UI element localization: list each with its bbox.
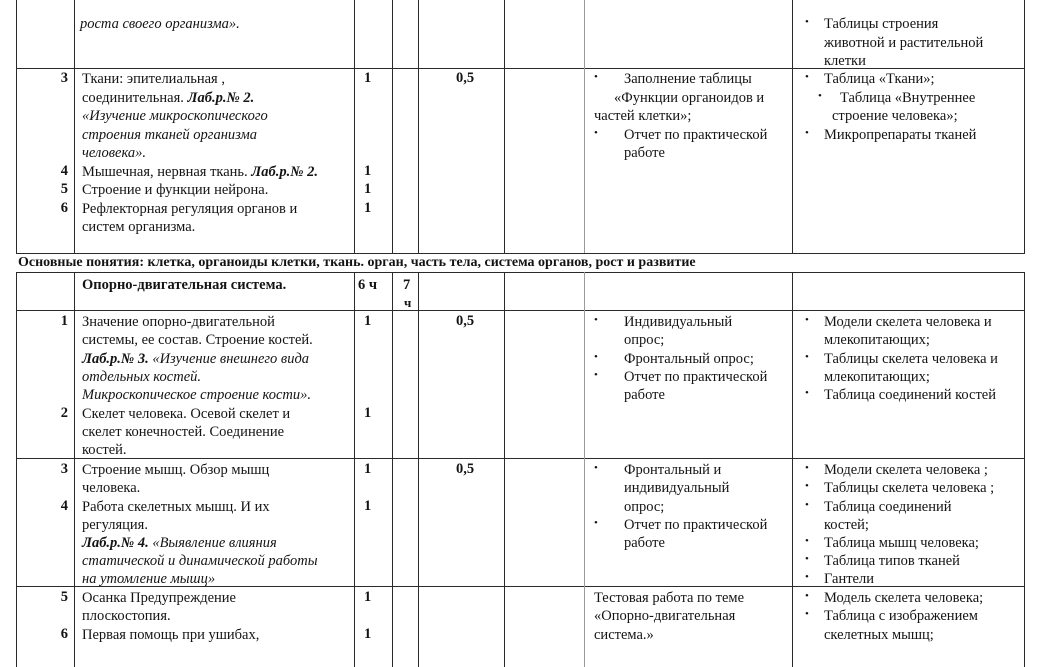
- score-value: 0,5: [456, 461, 475, 477]
- lab-work-title: «Изучение микроскопического: [82, 108, 268, 124]
- resource-item: Гантели: [824, 571, 874, 587]
- section-hours-fact: 7: [403, 277, 411, 293]
- resource-item: Модель скелета человека;: [824, 590, 984, 606]
- activity-item: Фронтальный опрос;: [624, 351, 754, 367]
- bullet-icon: •: [594, 369, 598, 381]
- column-rule: [392, 0, 393, 253]
- lesson-hours: 1: [364, 70, 372, 86]
- activity-item: опрос;: [624, 499, 665, 515]
- column-rule: [1024, 272, 1025, 667]
- activity-item: работе: [624, 535, 665, 551]
- section-title: Опорно-двигательная система.: [82, 277, 287, 293]
- intro-line: роста своего организма».: [80, 16, 240, 32]
- row-rule: [16, 310, 1025, 311]
- lesson-number: 6: [60, 200, 68, 216]
- lesson-topic: Значение опорно-двигательной: [82, 314, 275, 330]
- column-rule: [792, 272, 793, 667]
- row-rule: [16, 458, 1025, 459]
- lesson-topic: Ткани: эпителиальная ,: [82, 71, 225, 87]
- column-rule: [792, 0, 793, 253]
- lesson-hours: 1: [364, 405, 372, 421]
- resource-item: Модели скелета человека ;: [824, 462, 988, 478]
- lesson-topic: соединительная. Лаб.р.№ 2.: [82, 90, 255, 106]
- bullet-icon: •: [818, 90, 822, 102]
- bullet-icon: •: [805, 608, 809, 620]
- resource-item: Таблица мышц человека;: [824, 535, 979, 551]
- bullet-icon: •: [805, 462, 809, 474]
- bullet-icon: •: [805, 571, 809, 583]
- column-rule: [418, 0, 419, 253]
- lesson-topic: Работа скелетных мышц. И их: [82, 499, 270, 515]
- resource-item: Таблица типов тканей: [824, 553, 960, 569]
- activity-item: Индивидуальный: [624, 314, 733, 330]
- resource-item: Таблица соединений костей: [824, 387, 996, 403]
- lesson-number: 3: [60, 70, 68, 86]
- key-concepts-row: Основные понятия: клетка, органоиды клетки, ткань. орган, часть тела, система органов, рост и развитие: [18, 255, 696, 270]
- lab-work-title: «Изучение внешнего вида: [152, 351, 310, 367]
- resource-item: Модели скелета человека и: [824, 314, 992, 330]
- resource-item: млекопитающих;: [824, 332, 930, 348]
- lab-work-label: Лаб.р.№ 4.: [82, 535, 149, 551]
- lesson-topic: человека.: [82, 480, 141, 496]
- bullet-icon: •: [594, 127, 598, 139]
- test-work: Тестовая работа по теме: [594, 590, 745, 606]
- lesson-hours: 1: [364, 313, 372, 329]
- lesson-topic: регуляция.: [82, 517, 148, 533]
- column-rule: [1024, 0, 1025, 253]
- bullet-icon: •: [594, 314, 598, 326]
- lab-work-label: Лаб.р.№ 2.: [251, 164, 318, 180]
- activity-item: индивидуальный: [624, 480, 730, 496]
- bullet-icon: •: [805, 16, 809, 28]
- resource-item: Таблица соединений: [824, 499, 952, 515]
- resource-item: Таблицы скелета человека ;: [824, 480, 995, 496]
- activity-item: опрос;: [624, 332, 665, 348]
- lesson-number: 4: [60, 163, 68, 179]
- bullet-icon: •: [805, 71, 809, 83]
- lesson-hours: 1: [364, 200, 372, 216]
- resource-item: клетки: [824, 53, 866, 69]
- lesson-topic: Осанка Предупреждение: [82, 590, 236, 606]
- lesson-topic: плоскостопия.: [82, 608, 171, 624]
- bullet-icon: •: [805, 480, 809, 492]
- lesson-topic: Строение мышц. Обзор мышц: [82, 462, 270, 478]
- lesson-number: 1: [60, 313, 68, 329]
- resource-item: Таблицы строения: [824, 16, 939, 32]
- column-rule: [74, 0, 75, 253]
- lab-work-label: Лаб.р.№ 3.: [82, 351, 149, 367]
- activity-item: Отчет по практической: [624, 369, 768, 385]
- score-value: 0,5: [456, 70, 475, 86]
- column-rule: [504, 0, 505, 253]
- column-rule: [74, 272, 75, 667]
- lesson-hours: 1: [364, 498, 372, 514]
- lesson-number: 5: [60, 589, 68, 605]
- lab-work-title: человека».: [82, 145, 147, 161]
- lesson-topic: системы, ее состав. Строение костей.: [82, 332, 313, 348]
- activity-item: Фронтальный и: [624, 462, 722, 478]
- lesson-topic: костей.: [82, 442, 127, 458]
- lesson-topic: систем организма.: [82, 219, 196, 235]
- bullet-icon: •: [805, 535, 809, 547]
- bullet-icon: •: [805, 499, 809, 511]
- row-rule: [16, 68, 1025, 69]
- lesson-topic: Мышечная, нервная ткань. Лаб.р.№ 2.: [82, 164, 318, 180]
- lesson-number: 4: [60, 498, 68, 514]
- bullet-icon: •: [594, 462, 598, 474]
- bullet-icon: •: [805, 314, 809, 326]
- column-rule: [392, 272, 393, 667]
- bullet-icon: •: [805, 553, 809, 565]
- lesson-hours: 1: [364, 181, 372, 197]
- lesson-topic: скелет конечностей. Соединение: [82, 424, 285, 440]
- test-work: система.»: [594, 627, 654, 643]
- lesson-topic: Скелет человека. Осевой скелет и: [82, 406, 291, 422]
- column-rule: [418, 272, 419, 667]
- bullet-icon: •: [805, 127, 809, 139]
- column-rule: [16, 272, 17, 667]
- resource-item: Таблица «Внутреннее: [840, 90, 976, 106]
- bullet-icon: •: [805, 387, 809, 399]
- lab-work-title: статической и динамической работы: [82, 553, 318, 569]
- lesson-number: 3: [60, 461, 68, 477]
- bullet-icon: •: [805, 590, 809, 602]
- activity-item: Отчет по практической: [624, 517, 768, 533]
- bullet-icon: •: [594, 71, 598, 83]
- resource-item: Таблица с изображением: [824, 608, 978, 624]
- lesson-topic: Строение и функции нейрона.: [82, 182, 269, 198]
- column-rule: [584, 272, 585, 667]
- activity-item: Заполнение таблицы: [624, 71, 752, 87]
- column-rule: [354, 272, 355, 667]
- lesson-number: 5: [60, 181, 68, 197]
- activity-item: «Функции органоидов и: [614, 90, 765, 106]
- resource-item: скелетных мышц;: [824, 627, 934, 643]
- lesson-number: 6: [60, 626, 68, 642]
- lab-work-title: Микроскопическое строение кости».: [82, 387, 312, 403]
- activity-item: частей клетки»;: [594, 108, 692, 124]
- resource-item: костей;: [824, 517, 869, 533]
- bullet-icon: •: [594, 517, 598, 529]
- bullet-icon: •: [594, 351, 598, 363]
- lesson-number: 2: [60, 405, 68, 421]
- activity-item: Отчет по практической: [624, 127, 768, 143]
- lesson-hours: 1: [364, 163, 372, 179]
- lab-work-label: Лаб.р.№ 2.: [187, 90, 255, 106]
- column-rule: [16, 0, 17, 253]
- lab-work-title: «Выявление влияния: [152, 535, 277, 551]
- score-value: 0,5: [456, 313, 475, 329]
- column-rule: [504, 272, 505, 667]
- resource-item: млекопитающих;: [824, 369, 930, 385]
- column-rule: [354, 0, 355, 253]
- section-hours-plan: 6 ч: [358, 277, 378, 293]
- lesson-hours: 1: [364, 626, 372, 642]
- lesson-topic: [82, 534, 277, 553]
- lesson-topic: Первая помощь при ушибах,: [82, 627, 260, 643]
- activity-item: работе: [624, 387, 665, 403]
- resource-item: Таблица «Ткани»;: [824, 71, 935, 87]
- test-work: «Опорно-двигательная: [594, 608, 736, 624]
- activity-item: работе: [624, 145, 665, 161]
- resource-item: строение человека»;: [832, 108, 958, 124]
- resource-item: Таблицы скелета человека и: [824, 351, 998, 367]
- lesson-hours: 1: [364, 461, 372, 477]
- resource-item: Микропрепараты тканей: [824, 127, 977, 143]
- lesson-hours: 1: [364, 589, 372, 605]
- resource-item: животной и растительной: [824, 34, 984, 51]
- section-hours-fact-unit: ч: [404, 295, 412, 310]
- bullet-icon: •: [805, 351, 809, 363]
- lab-work-title: отдельных костей.: [82, 369, 202, 385]
- lesson-topic: Рефлекторная регуляция органов и: [82, 201, 298, 217]
- column-rule: [584, 0, 585, 253]
- lab-work-title: строения тканей организма: [82, 127, 257, 143]
- lab-work-title: на утомление мышц»: [82, 571, 216, 587]
- lesson-topic: [82, 350, 309, 369]
